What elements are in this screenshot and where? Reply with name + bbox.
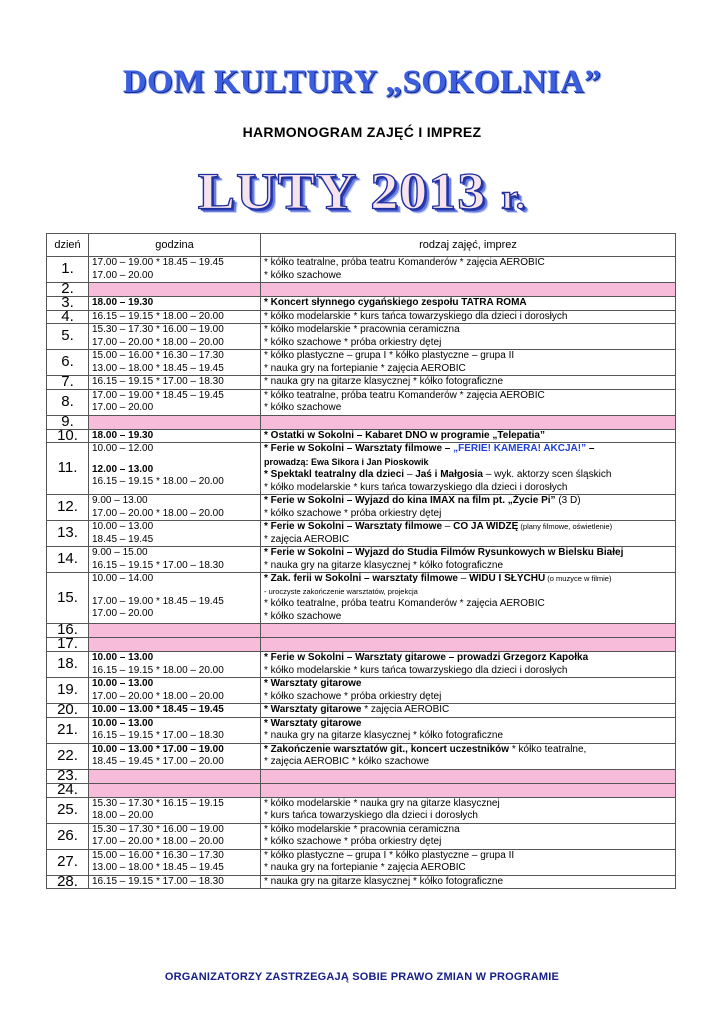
activity-line: * kółko modelarskie * nauka gry na gitarze klasycznej xyxy=(264,797,500,809)
time-line: 15.30 – 17.30 * 16.00 – 19.00 xyxy=(92,823,224,835)
activity-text: * nauka gry na gitarze klasycznej * kółko fotograficzne xyxy=(264,559,504,571)
day-number: 10. xyxy=(47,429,89,443)
table-row xyxy=(47,638,676,652)
day-number: 21. xyxy=(47,717,89,743)
activity-line: * Koncert słynnego cygańskiego zespołu TATRA ROMA xyxy=(264,297,527,308)
time-cell xyxy=(89,547,261,573)
day-number: 25. xyxy=(47,797,89,823)
time-cell xyxy=(89,704,261,718)
table-row xyxy=(47,283,676,297)
time-line: 10.00 – 12.00 xyxy=(92,443,154,454)
activity-line xyxy=(264,547,672,560)
activity-line: * kółko szachowe * próba orkiestry dętej xyxy=(264,836,442,847)
activity-text: * Warsztaty gitarowe xyxy=(264,678,362,689)
time-line: 10.00 – 13.00 xyxy=(92,521,154,532)
table-row xyxy=(47,310,676,324)
activity-text: * Ferie w Sokolni – Warsztaty gitarowe – prowadzi Grzegorz Kapołka xyxy=(264,652,589,663)
time-cell xyxy=(89,324,261,350)
table-row xyxy=(47,823,676,849)
time-cell xyxy=(89,743,261,769)
time-line xyxy=(92,586,257,596)
schedule-table xyxy=(46,233,676,889)
activity-line xyxy=(264,691,672,704)
activity-line xyxy=(264,678,672,691)
table-row xyxy=(47,769,676,783)
day-number: 13. xyxy=(47,521,89,547)
schedule-body xyxy=(47,257,676,889)
activity-text: - uroczyste zakończenie warsztatów, projekcja xyxy=(264,586,418,596)
activity-text: * Zak. ferii w Sokolni – warsztaty filmowe xyxy=(264,573,458,584)
activity-text: – xyxy=(457,573,470,584)
activity-cell xyxy=(261,849,676,875)
time-cell xyxy=(89,783,261,797)
day-number: 4. xyxy=(47,310,89,324)
page-subtitle: HARMONOGRAM ZAJĘĆ I IMPREZ xyxy=(242,124,482,140)
activity-cell xyxy=(261,324,676,350)
time-line: 15.30 – 17.30 * 16.15 – 19.15 xyxy=(92,797,224,809)
activity-cell xyxy=(261,415,676,429)
table-row xyxy=(47,652,676,678)
time-line: 16.15 – 19.15 * 17.00 – 18.30 xyxy=(92,730,224,741)
activity-text: prowadzą: Ewa Sikora i Jan Pioskowik xyxy=(264,456,429,467)
time-line: 10.00 – 13.00 * 18.45 – 19.45 xyxy=(92,704,224,715)
time-line: 13.00 – 18.00 * 18.45 – 19.45 xyxy=(92,862,224,873)
activity-text: * Ferie w Sokolni – Wyjazd do Studia Filmów Rysunkowych w Bielsku Białej xyxy=(264,547,624,558)
activity-cell xyxy=(261,797,676,823)
day-number: 6. xyxy=(47,350,89,376)
activity-line xyxy=(264,456,672,470)
table-row xyxy=(47,495,676,521)
activity-line: * kółko modelarskie * pracownia ceramiczna xyxy=(264,823,460,835)
time-line: 9.00 – 13.00 xyxy=(92,495,148,506)
table-row xyxy=(47,350,676,376)
time-cell xyxy=(89,521,261,547)
activity-text: * kółko szachowe xyxy=(264,610,342,622)
table-row xyxy=(47,678,676,704)
activity-line: * nauka gry na gitarze klasycznej * kółko fotograficzne xyxy=(264,376,504,387)
time-cell xyxy=(89,283,261,297)
time-line xyxy=(92,456,257,464)
activity-text: * Ferie w Sokolni – Warsztaty filmowe – xyxy=(264,443,454,454)
activity-cell xyxy=(261,823,676,849)
time-line: 17.00 – 20.00 xyxy=(92,269,154,281)
activity-line xyxy=(264,482,672,495)
activity-cell xyxy=(261,678,676,704)
time-cell xyxy=(89,257,261,283)
time-line: 18.00 – 19.30 xyxy=(92,297,154,308)
time-cell xyxy=(89,297,261,311)
activity-cell xyxy=(261,638,676,652)
time-cell xyxy=(89,769,261,783)
activity-line xyxy=(264,469,672,482)
activity-text: * Warsztaty gitarowe xyxy=(264,717,362,729)
activity-text: – xyxy=(404,469,416,480)
table-row xyxy=(47,717,676,743)
time-line: 16.15 – 19.15 * 18.00 – 20.00 xyxy=(92,664,224,676)
activity-cell xyxy=(261,875,676,889)
table-row xyxy=(47,573,676,624)
header-time: godzina xyxy=(89,234,261,257)
time-line: 18.45 – 19.45 * 17.00 – 20.00 xyxy=(92,756,224,767)
activity-cell xyxy=(261,257,676,283)
time-cell xyxy=(89,849,261,875)
month-text: LUTY 2013 xyxy=(197,163,487,221)
table-row xyxy=(47,797,676,823)
day-number: 8. xyxy=(47,389,89,415)
time-line: 16.15 – 19.15 * 17.00 – 18.30 xyxy=(92,559,224,571)
day-number: 14. xyxy=(47,547,89,573)
table-row xyxy=(47,297,676,311)
day-number: 19. xyxy=(47,678,89,704)
activity-line: * kółko teatralne, próba teatru Komanderów * zajęcia AEROBIC xyxy=(264,389,545,401)
activity-cell xyxy=(261,704,676,718)
time-cell xyxy=(89,717,261,743)
activity-text: * nauka gry na gitarze klasycznej * kółko fotograficzne xyxy=(264,730,504,741)
activity-line: * kółko modelarskie * kurs tańca towarzyskiego dla dzieci i dorosłych xyxy=(264,310,568,322)
time-line: 18.00 – 19.30 xyxy=(92,429,154,441)
activity-cell xyxy=(261,769,676,783)
day-number: 7. xyxy=(47,376,89,390)
activity-line xyxy=(264,730,672,743)
activity-text: „FERIE! KAMERA! AKCJA!” xyxy=(453,443,587,454)
activity-line: * nauka gry na fortepianie * zajęcia AEROBIC xyxy=(264,362,466,374)
activity-text: * kółko szachowe * próba orkiestry dętej xyxy=(264,690,442,702)
activity-cell xyxy=(261,573,676,624)
day-number: 24. xyxy=(47,783,89,797)
activity-text: WIDU I SŁYCHU xyxy=(469,573,546,584)
time-cell xyxy=(89,823,261,849)
activity-cell xyxy=(261,783,676,797)
activity-text: (3 D) xyxy=(555,495,581,506)
footer-note: ORGANIZATORZY ZASTRZEGAJĄ SOBIE PRAWO ZMIAN W PROGRAMIE xyxy=(164,971,560,983)
month-suffix: r. xyxy=(501,178,527,217)
time-cell xyxy=(89,797,261,823)
activity-cell xyxy=(261,443,676,495)
table-row xyxy=(47,389,676,415)
time-line: 10.00 – 13.00 xyxy=(92,678,154,689)
time-line: 15.00 – 16.00 * 16.30 – 17.30 xyxy=(92,350,224,361)
time-cell xyxy=(89,638,261,652)
time-line: 16.15 – 19.15 * 17.00 – 18.30 xyxy=(92,875,224,887)
activity-line xyxy=(264,718,672,731)
time-line: 15.30 – 17.30 * 16.00 – 19.00 xyxy=(92,324,224,335)
day-number: 1. xyxy=(47,257,89,283)
activity-line: * kurs tańca towarzyskiego dla dzieci i dorosłych xyxy=(264,810,478,821)
activity-cell xyxy=(261,310,676,324)
activity-line xyxy=(264,508,672,521)
activity-text: – xyxy=(586,443,595,454)
header-day: dzień xyxy=(47,234,89,257)
activity-line xyxy=(264,521,672,534)
table-row xyxy=(47,324,676,350)
activity-line xyxy=(264,704,672,717)
activity-cell xyxy=(261,652,676,678)
activity-text: * Ferie w Sokolni – Warsztaty filmowe xyxy=(264,521,443,532)
day-number: 23. xyxy=(47,769,89,783)
activity-text: * kółko szachowe * próba orkiestry dętej xyxy=(264,507,442,519)
activity-line xyxy=(264,443,672,456)
time-line: 17.00 – 20.00 * 18.00 – 20.00 xyxy=(92,336,224,348)
activity-line: * nauka gry na gitarze klasycznej * kółko fotograficzne xyxy=(264,875,504,887)
activity-line xyxy=(264,756,672,769)
time-line: 10.00 – 13.00 xyxy=(92,652,154,663)
day-number: 16. xyxy=(47,624,89,638)
time-line: 12.00 – 13.00 xyxy=(92,463,154,475)
activity-text: * kółko modelarskie * kurs tańca towarzyskiego dla dzieci i dorosłych xyxy=(264,481,568,493)
table-row xyxy=(47,443,676,495)
activity-text: * Zakończenie warsztatów git., koncert uczestników xyxy=(264,743,510,755)
day-number: 3. xyxy=(47,297,89,311)
day-number: 12. xyxy=(47,495,89,521)
activity-cell xyxy=(261,717,676,743)
activity-text: * zajęcia AEROBIC xyxy=(361,704,450,715)
time-line: 18.45 – 19.45 xyxy=(92,533,154,545)
activity-cell xyxy=(261,521,676,547)
time-cell xyxy=(89,443,261,495)
activity-text: * kółko teatralne, xyxy=(509,743,587,755)
table-row xyxy=(47,849,676,875)
table-header-row xyxy=(47,234,676,257)
activity-text: * zajęcia AEROBIC * kółko szachowe xyxy=(264,756,430,767)
table-row xyxy=(47,547,676,573)
time-cell xyxy=(89,678,261,704)
table-row xyxy=(47,875,676,889)
time-cell xyxy=(89,415,261,429)
activity-text: * zajęcia AEROBIC xyxy=(264,533,350,545)
page-title: DOM KULTURY „SOKOLNIA” xyxy=(122,64,602,100)
activity-cell xyxy=(261,389,676,415)
activity-cell xyxy=(261,495,676,521)
time-line: 10.00 – 13.00 * 17.00 – 19.00 xyxy=(92,743,224,755)
activity-line: * Ostatki w Sokolni – Kabaret DNO w programie „Telepatia” xyxy=(264,429,545,441)
activity-cell xyxy=(261,743,676,769)
table-row xyxy=(47,415,676,429)
time-line: 10.00 – 13.00 xyxy=(92,717,154,729)
time-line: 16.15 – 19.15 * 18.00 – 20.00 xyxy=(92,476,224,487)
activity-cell xyxy=(261,376,676,390)
table-row xyxy=(47,624,676,638)
activity-line xyxy=(264,534,672,547)
activity-line xyxy=(264,611,672,624)
time-line: 9.00 – 15.00 xyxy=(92,547,148,558)
day-number: 27. xyxy=(47,849,89,875)
activity-line: * kółko szachowe xyxy=(264,402,342,413)
table-row xyxy=(47,783,676,797)
activity-line: * nauka gry na fortepianie * zajęcia AEROBIC xyxy=(264,862,466,873)
time-cell xyxy=(89,573,261,624)
day-number: 22. xyxy=(47,743,89,769)
table-row xyxy=(47,429,676,443)
day-number: 17. xyxy=(47,638,89,652)
day-number: 11. xyxy=(47,443,89,495)
activity-text: – xyxy=(442,521,454,532)
activity-line xyxy=(264,495,672,508)
day-number: 2. xyxy=(47,283,89,297)
activity-text: * kółko teatralne, próba teatru Komanderów * zajęcia AEROBIC xyxy=(264,598,545,609)
activity-text: – wyk. aktorzy scen śląskich xyxy=(483,469,612,480)
time-cell xyxy=(89,429,261,443)
day-number: 9. xyxy=(47,415,89,429)
time-cell xyxy=(89,875,261,889)
time-cell xyxy=(89,652,261,678)
activity-cell xyxy=(261,283,676,297)
time-line: 17.00 – 19.00 * 18.45 – 19.45 xyxy=(92,257,224,268)
header-activity: rodzaj zajęć, imprez xyxy=(261,234,676,257)
activity-line xyxy=(264,665,672,678)
activity-cell xyxy=(261,429,676,443)
time-cell xyxy=(89,624,261,638)
activity-line xyxy=(264,573,672,586)
time-line: 17.00 – 20.00 * 18.00 – 20.00 xyxy=(92,507,224,519)
activity-line xyxy=(264,586,672,599)
activity-text: CO JA WIDZĘ xyxy=(453,521,519,532)
activity-line: * kółko plastyczne – grupa I * kółko plastyczne – grupa II xyxy=(264,350,515,361)
activity-cell xyxy=(261,350,676,376)
activity-text: * kółko modelarskie * kurs tańca towarzyskiego dla dzieci i dorosłych xyxy=(264,664,568,676)
time-line: 13.00 – 18.00 * 18.45 – 19.45 xyxy=(92,362,224,374)
day-number: 15. xyxy=(47,573,89,624)
day-number: 26. xyxy=(47,823,89,849)
activity-line xyxy=(264,560,672,573)
time-cell xyxy=(89,389,261,415)
activity-text: * Warsztaty gitarowe xyxy=(264,704,362,715)
day-number: 20. xyxy=(47,704,89,718)
activity-line: * kółko modelarskie * pracownia ceramiczna xyxy=(264,324,460,335)
activity-text: Jaś i Małgosia xyxy=(415,469,483,480)
time-line: 17.00 – 20.00 * 18.00 – 20.00 xyxy=(92,836,224,847)
table-row xyxy=(47,743,676,769)
time-cell xyxy=(89,495,261,521)
activity-text: (o muzyce w filmie) xyxy=(545,574,612,583)
activity-line xyxy=(264,744,672,757)
time-line: 18.00 – 20.00 xyxy=(92,810,154,821)
table-row xyxy=(47,521,676,547)
month-banner xyxy=(0,163,724,222)
activity-line: * kółko szachowe xyxy=(264,269,342,281)
time-line: 17.00 – 19.00 * 18.45 – 19.45 xyxy=(92,389,224,401)
time-line: 16.15 – 19.15 * 17.00 – 18.30 xyxy=(92,376,224,387)
day-number: 28. xyxy=(47,875,89,889)
time-cell xyxy=(89,350,261,376)
activity-line: * kółko teatralne, próba teatru Komanderów * zajęcia AEROBIC xyxy=(264,257,545,268)
time-line: 17.00 – 20.00 xyxy=(92,402,154,413)
activity-text: * Ferie w Sokolni – Wyjazd do kina IMAX na film pt. „Życie Pi” xyxy=(264,495,556,506)
activity-line: * kółko szachowe * próba orkiestry dętej xyxy=(264,336,442,348)
day-number: 18. xyxy=(47,652,89,678)
time-line: 10.00 – 14.00 xyxy=(92,573,154,584)
time-line: 17.00 – 19.00 * 18.45 – 19.45 xyxy=(92,595,224,607)
activity-cell xyxy=(261,624,676,638)
day-number: 5. xyxy=(47,324,89,350)
table-row xyxy=(47,704,676,718)
table-row xyxy=(47,376,676,390)
time-cell xyxy=(89,376,261,390)
time-line: 16.15 – 19.15 * 18.00 – 20.00 xyxy=(92,310,224,322)
time-line: 17.00 – 20.00 xyxy=(92,608,154,619)
table-row xyxy=(47,257,676,283)
activity-text: * Spektakl teatralny dla dzieci xyxy=(264,469,405,480)
time-cell xyxy=(89,310,261,324)
activity-cell xyxy=(261,547,676,573)
activity-line xyxy=(264,652,672,665)
activity-line xyxy=(264,598,672,611)
time-line: 15.00 – 16.00 * 16.30 – 17.30 xyxy=(92,849,224,861)
activity-cell xyxy=(261,297,676,311)
activity-line: * kółko plastyczne – grupa I * kółko plastyczne – grupa II xyxy=(264,849,515,861)
time-line: 17.00 – 20.00 * 18.00 – 20.00 xyxy=(92,690,224,702)
activity-text: (plany filmowe, oświetlenie) xyxy=(518,522,613,531)
